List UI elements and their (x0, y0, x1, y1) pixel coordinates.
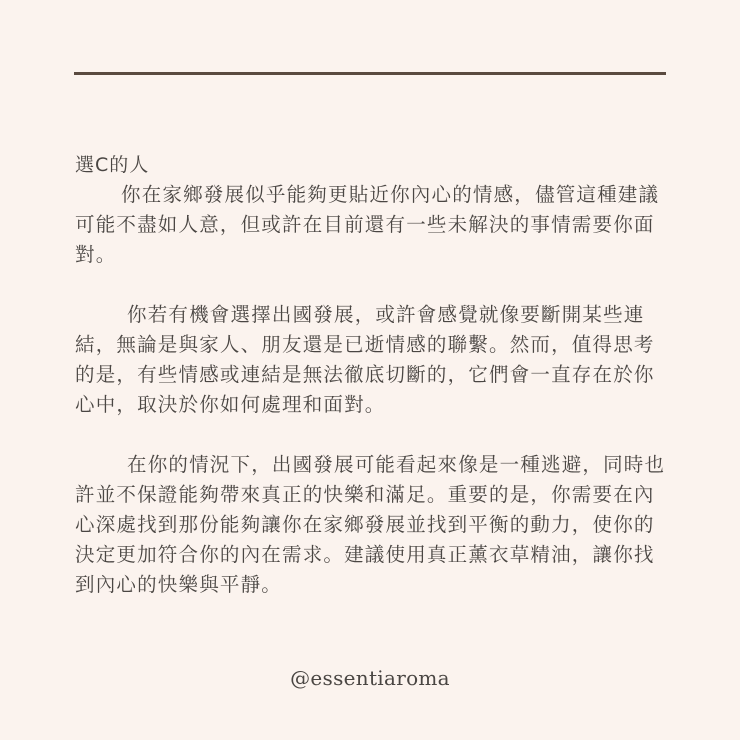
paragraph-3-text: 在你的情況下，出國發展可能看起來像是一種逃避，同時也許並不保證能夠帶來真正的快樂和滿足。重要的是，你需要在內心深處找到那份能夠讓你在家鄉發展並找到平衡的動力，使你的決定更加符合你的內在需求。建議使用真正薰衣草精油，讓你找到內心的快樂與平靜。 (75, 453, 666, 596)
paragraph-1-text: 你在家鄉發展似乎能夠更貼近你內心的情感，儘管這種建議可能不盡如人意，但或許在目前還有一些未解決的事情需要你面對。 (75, 183, 660, 266)
section-heading: 選C的人 (75, 154, 150, 176)
paragraph-1 (75, 180, 675, 270)
paragraph-2 (75, 300, 675, 420)
article-body (75, 152, 675, 600)
social-handle: @essentiaroma (290, 666, 450, 690)
paragraph-2-text: 你若有機會選擇出國發展，或許會感覺就像要斷開某些連結，無論是與家人、朋友還是已逝情感的聯繫。然而，值得思考的是，有些情感或連結是無法徹底切斷的，它們會一直存在於你心中，取決於你如何處理和面對。 (75, 303, 655, 416)
top-divider (74, 72, 666, 75)
paragraph-3 (75, 450, 675, 600)
